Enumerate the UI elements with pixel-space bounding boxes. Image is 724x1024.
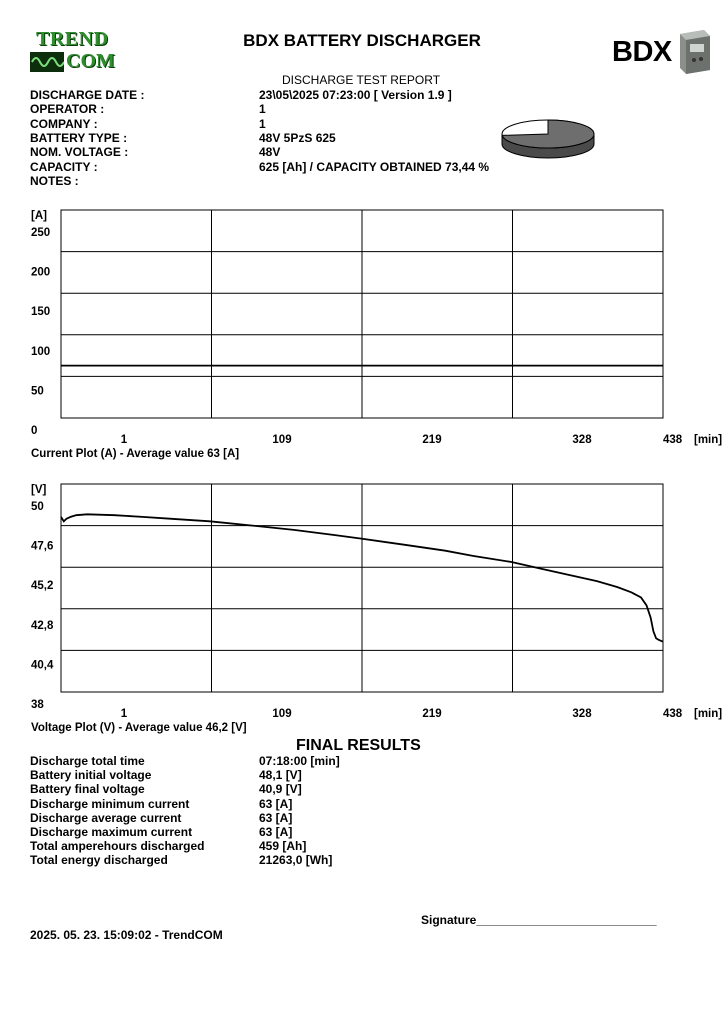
- logo-text-trend: TREND: [36, 28, 109, 50]
- y-axis-unit: [A]: [31, 210, 47, 222]
- capacity-pie: [500, 118, 596, 162]
- info-label: OPERATOR :: [30, 102, 105, 117]
- x-axis-unit: [min]: [694, 434, 723, 446]
- bdx-logo-text: BDX: [612, 36, 672, 68]
- info-value: 625 [Ah] / CAPACITY OBTAINED 73,44 %: [259, 159, 490, 174]
- x-tick-label: 109: [272, 434, 292, 446]
- waveform-icon: [30, 52, 64, 72]
- result-label: Total energy discharged: [30, 853, 168, 868]
- info-label: COMPANY :: [30, 116, 98, 131]
- document-title: BDX BATTERY DISCHARGER: [243, 31, 481, 50]
- x-tick-label: 1: [120, 708, 128, 720]
- x-tick-label: 219: [422, 434, 442, 446]
- info-value: 1: [259, 116, 266, 131]
- y-tick-label: 38: [31, 699, 44, 711]
- y-tick-label: 200: [31, 266, 51, 279]
- result-label: Battery final voltage: [30, 782, 145, 797]
- chart-caption: Current Plot (A) - Average value 63 [A]: [31, 448, 240, 460]
- x-tick-label: 328: [572, 708, 592, 720]
- result-label: Discharge total time: [30, 754, 145, 768]
- x-tick-label: 109: [272, 708, 292, 720]
- result-label: Discharge average current: [30, 810, 182, 825]
- result-value: 63 [A]: [259, 810, 293, 825]
- signature-line: Signature___________________________: [421, 913, 657, 927]
- y-tick-label: 250: [31, 227, 51, 239]
- info-label: CAPACITY :: [30, 159, 98, 174]
- x-tick-label: 219: [422, 708, 442, 720]
- x-tick-label: 438: [663, 708, 683, 720]
- info-value: 48V 5PzS 625: [259, 130, 336, 145]
- result-value: 63 [A]: [259, 825, 293, 839]
- result-value: 459 [Ah]: [259, 839, 307, 854]
- y-tick-label: 42,8: [31, 619, 54, 632]
- chart-caption: Voltage Plot (V) - Average value 46,2 [V]: [31, 722, 247, 734]
- discharger-device-icon: [674, 28, 712, 76]
- result-value: 63 [A]: [259, 796, 293, 811]
- y-axis-unit: [V]: [31, 484, 47, 496]
- x-axis-unit: [min]: [694, 708, 723, 720]
- info-label: DISCHARGE DATE :: [30, 88, 145, 102]
- info-value: 1: [259, 102, 266, 117]
- result-value: 48,1 [V]: [259, 768, 302, 783]
- result-value: 21263,0 [Wh]: [259, 853, 333, 868]
- current-chart: [0, 200, 724, 465]
- result-label: Total amperehours discharged: [30, 839, 205, 854]
- final-results-title: FINAL RESULTS: [296, 737, 421, 754]
- footer-timestamp: 2025. 05. 23. 15:09:02 - TrendCOM: [30, 928, 223, 942]
- result-label: Discharge maximum current: [30, 825, 193, 839]
- voltage-chart: [0, 474, 724, 739]
- report-subtitle: DISCHARGE TEST REPORT: [282, 73, 441, 87]
- info-value: 48V: [259, 145, 281, 160]
- y-tick-label: 50: [31, 501, 44, 513]
- result-value: 40,9 [V]: [259, 782, 302, 797]
- result-label: Discharge minimum current: [30, 796, 190, 811]
- info-label: NOM. VOLTAGE :: [30, 145, 129, 160]
- y-tick-label: 45,2: [31, 580, 54, 593]
- logo-text-com: COM: [66, 50, 115, 72]
- y-tick-label: 100: [31, 345, 51, 358]
- y-tick-label: 0: [31, 425, 38, 437]
- info-label: BATTERY TYPE :: [30, 130, 128, 145]
- x-tick-label: 438: [663, 434, 683, 446]
- bdx-logo: [612, 28, 712, 80]
- info-value: 23\05\2025 07:23:00 [ Version 1.9 ]: [259, 88, 452, 102]
- x-tick-label: 328: [572, 434, 592, 446]
- y-tick-label: 47,6: [31, 540, 54, 553]
- y-tick-label: 150: [31, 306, 51, 319]
- result-label: Battery initial voltage: [30, 768, 152, 783]
- info-label: NOTES :: [30, 173, 79, 188]
- y-tick-label: 50: [31, 385, 44, 398]
- y-tick-label: 40,4: [31, 659, 54, 672]
- x-tick-label: 1: [120, 434, 128, 446]
- result-value: 07:18:00 [min]: [259, 754, 340, 768]
